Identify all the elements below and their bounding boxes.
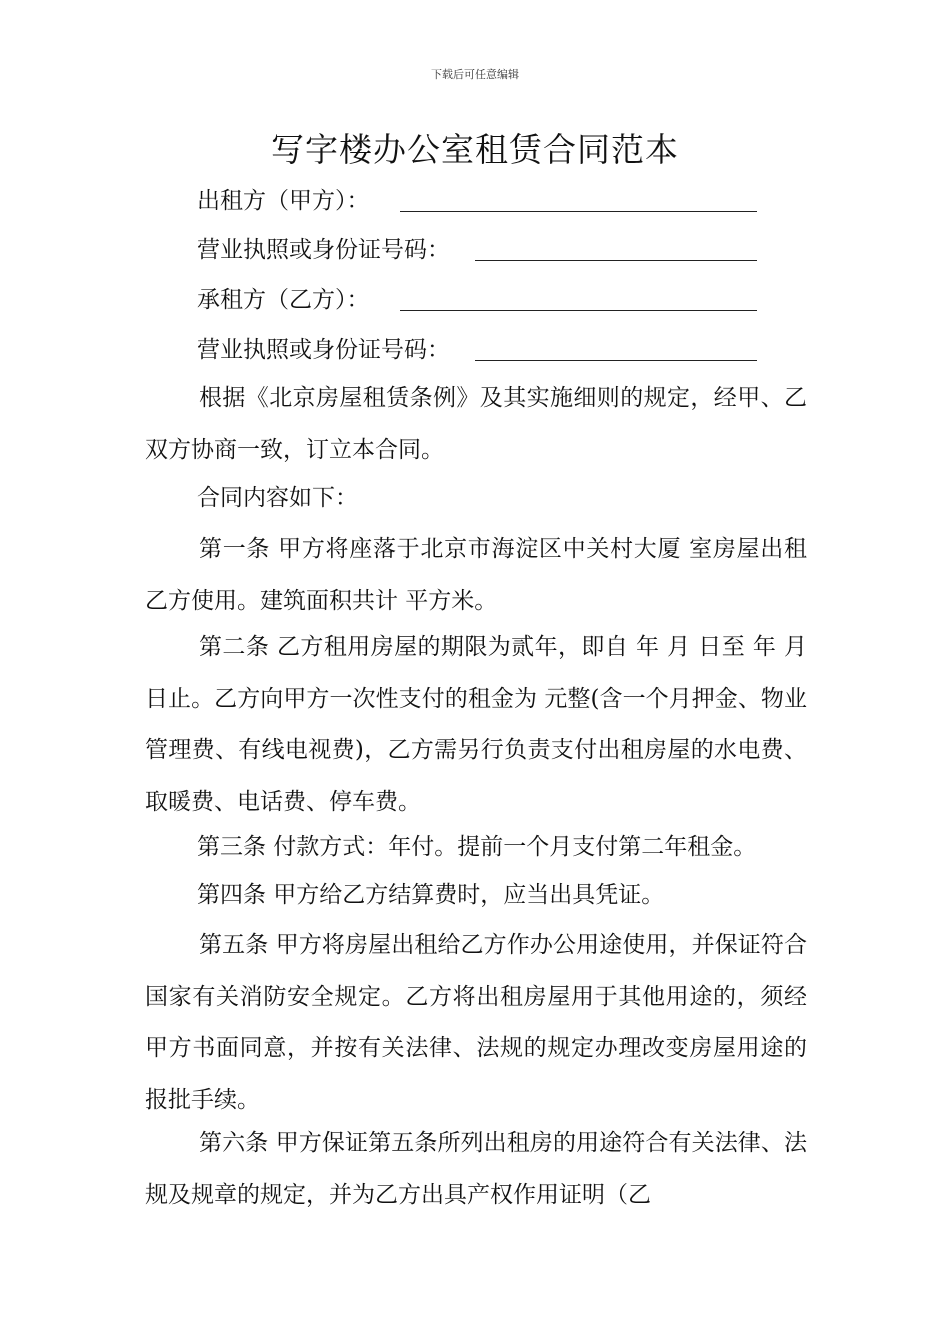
lessor-license-blank	[475, 260, 757, 261]
lessor-license-field	[197, 233, 450, 267]
lessee-field	[197, 283, 370, 317]
lessor-label: 出租方（甲方）：	[197, 188, 370, 214]
basis-paragraph: 根据《北京房屋租赁条例》及其实施细则的规定，经甲、乙双方协商一致，订立本合同。	[145, 385, 807, 463]
article-5: 第五条 甲方将房屋出租给乙方作办公用途使用，并保证符合国家有关消防安全规定。乙方将出租房屋用于其他用途的，须经甲方书面同意，并按有关法律、法规的规定办理改变房屋用途的报批手续。	[145, 932, 807, 1113]
article-2: 第二条 乙方租用房屋的期限为贰年，即自 年 月 日至 年 月 日止。乙方向甲方一次性支付的租金为 元整(含一个月押金、物业管理费、有线电视费)，乙方需另行负责支付出租房屋的水电费、取暖费、电话费、停车费。	[145, 634, 807, 815]
article-4: 第四条 甲方给乙方结算费时，应当出具凭证。	[197, 882, 665, 908]
download-note: 下载后可任意编辑	[431, 68, 519, 81]
lessee-license-label: 营业执照或身份证号码：	[197, 337, 450, 363]
lessee-license-blank	[475, 360, 757, 361]
lessor-blank	[400, 211, 757, 212]
article-1: 第一条 甲方将座落于北京市海淀区中关村大厦 室房屋出租乙方使用。建筑面积共计 平方米。	[145, 536, 807, 614]
article-3: 第三条 付款方式：年付。提前一个月支付第二年租金。	[197, 834, 757, 860]
lessor-license-label: 营业执照或身份证号码：	[197, 237, 450, 263]
lessee-blank	[400, 310, 757, 311]
lessee-license-field	[197, 333, 450, 367]
lessee-label: 承租方（乙方）：	[197, 287, 370, 313]
lessor-field	[197, 184, 370, 218]
article-6: 第六条 甲方保证第五条所列出租房的用途符合有关法律、法规及规章的规定，并为乙方出具产权作用证明（乙	[145, 1130, 807, 1208]
document-title: 写字楼办公室租赁合同范本	[271, 130, 679, 169]
intro-paragraph: 合同内容如下：	[197, 485, 358, 511]
